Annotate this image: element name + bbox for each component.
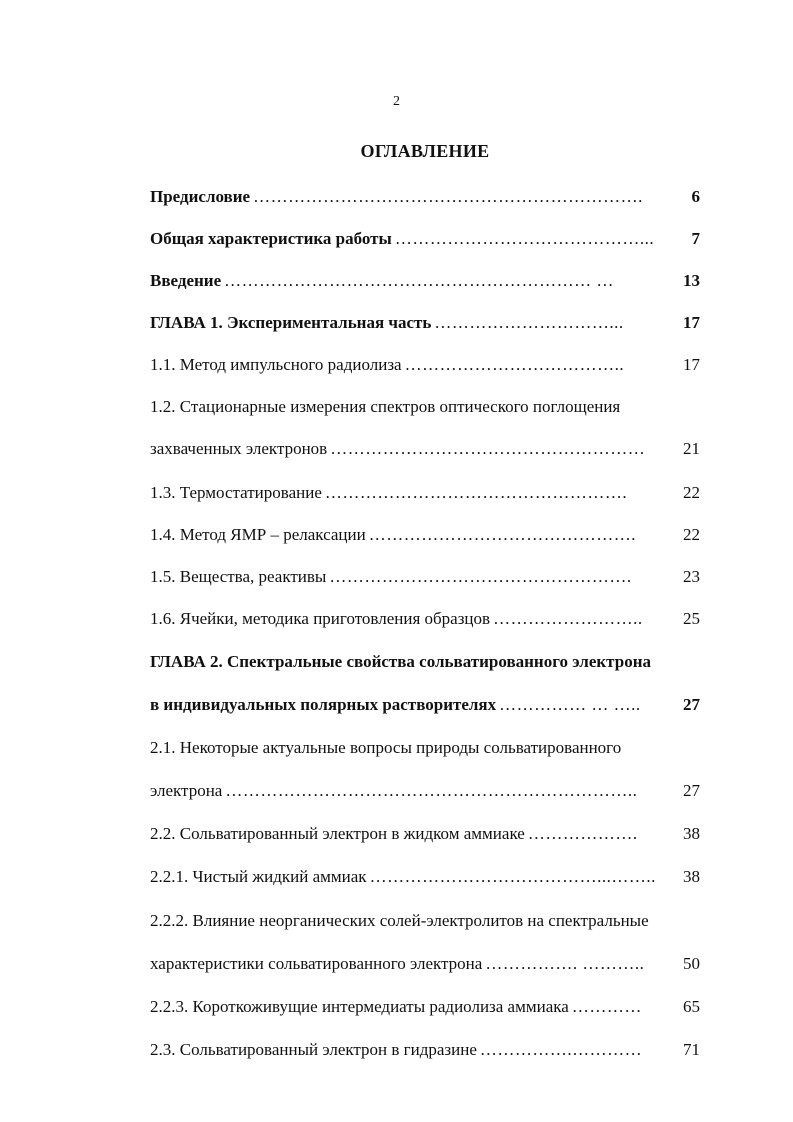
toc-entry-page: 25 [683, 609, 700, 628]
toc-entry-2-2-2-line1 [150, 910, 700, 932]
toc-entry-2-2-3 [150, 996, 700, 1018]
toc-entry-1-5 [150, 566, 700, 588]
toc-entry-page: 38 [683, 867, 700, 886]
toc-entry-page: 65 [683, 997, 700, 1016]
toc-leader-dots: …………………………... [434, 313, 624, 332]
toc-leader-dots: ……………………………………………. [324, 483, 628, 502]
toc-leader-dots: …………….………… [479, 1040, 643, 1059]
toc-leader-dots: ………………………………………. [368, 525, 636, 544]
toc-entry-page: 6 [691, 187, 700, 206]
toc-entry-chapter-1 [150, 312, 700, 334]
toc-entry-label: Общая характеристика работы [150, 229, 392, 248]
toc-entry-label: 2.2.3. Короткоживущие интермедиаты радиолиза аммиака [150, 997, 569, 1016]
toc-entry-page: 50 [683, 954, 700, 973]
toc-entry-label: ГЛАВА 1. Экспериментальная часть [150, 313, 432, 332]
toc-entry-label: 2.1. Некоторые актуальные вопросы природы сольватированного [150, 738, 622, 757]
toc-entry-label: 1.2. Стационарные измерения спектров оптического поглощения [150, 397, 621, 416]
page-number: 2 [393, 94, 400, 109]
toc-leader-dots: ………… [571, 997, 642, 1016]
toc-leader-dots: ……………………………………………………… … [224, 271, 614, 290]
toc-entry-2-2-1 [150, 866, 700, 888]
toc-entry-page: 22 [683, 525, 700, 544]
toc-entry-chapter-2-line1 [150, 651, 700, 673]
toc-entry-label: ГЛАВА 2. Спектральные свойства сольватированного электрона [150, 652, 651, 671]
toc-entry-1-1 [150, 354, 700, 376]
toc-entry-page: 38 [683, 824, 700, 843]
toc-entry-page: 21 [683, 439, 700, 458]
toc-entry-label: 2.2.2. Влияние неорганических солей-электролитов на спектральные [150, 911, 649, 930]
toc-entry-page: 17 [683, 355, 700, 374]
toc-entry-chapter-2-line2 [150, 694, 700, 716]
toc-leader-dots: …………………………………...…….. [369, 867, 656, 886]
toc-leader-dots: ……………………………….. [404, 355, 625, 374]
toc-leader-dots: ………………. [527, 824, 638, 843]
toc-entry-label: захваченных электронов [150, 439, 328, 458]
toc-entry-page: 23 [683, 567, 700, 586]
toc-entry-label: 2.2.1. Чистый жидкий аммиак [150, 867, 367, 886]
toc-entry-page: 27 [683, 695, 700, 714]
toc-leader-dots: ……………. ……….. [485, 954, 645, 973]
toc-entry-label: 1.6. Ячейки, методика приготовления образцов [150, 609, 491, 628]
toc-entry-label: электрона [150, 781, 223, 800]
toc-leader-dots: ……………………………………………. [329, 567, 632, 586]
toc-entry-2-2 [150, 823, 700, 845]
toc-leader-dots: …………………………………………………………….. [225, 781, 638, 800]
toc-entry-page: 22 [683, 483, 700, 502]
toc-entry-page: 17 [683, 313, 700, 332]
toc-entry-label: 1.1. Метод импульсного радиолиза [150, 355, 402, 374]
toc-entry-label: Предисловие [150, 187, 251, 206]
toc-entry-1-2-line2 [150, 438, 700, 460]
toc-leader-dots: …………… … ….. [499, 695, 641, 714]
toc-entry-page: 27 [683, 781, 700, 800]
toc-entry-label: 2.3. Сольватированный электрон в гидразине [150, 1040, 477, 1059]
toc-leader-dots: …………………….. [493, 609, 643, 628]
toc-leader-dots: ……………………………………... [394, 229, 655, 248]
toc-entry-1-4 [150, 524, 700, 546]
toc-entry-label: характеристики сольватированного электрона [150, 954, 483, 973]
toc-entry-2-3 [150, 1039, 700, 1061]
toc-entry-label: Введение [150, 271, 222, 290]
toc-leader-dots: ……………………………………………… [330, 439, 646, 458]
toc-entry-2-2-2-line2 [150, 953, 700, 975]
toc-entry-label: в индивидуальных полярных растворителях [150, 695, 497, 714]
toc-entry-introduction [150, 270, 700, 292]
toc-entry-label: 1.5. Вещества, реактивы [150, 567, 327, 586]
toc-entry-label: 2.2. Сольватированный электрон в жидком аммиаке [150, 824, 525, 843]
toc-leader-dots: …………………………………………………………. [253, 187, 643, 206]
toc-entry-label: 1.3. Термостатирование [150, 483, 322, 502]
toc-entry-2-1-line1 [150, 737, 700, 759]
toc-entry-preface [150, 186, 700, 208]
toc-title: ОГЛАВЛЕНИЕ [360, 141, 490, 161]
toc-entry-general [150, 228, 700, 250]
toc-entry-2-1-line2 [150, 780, 700, 802]
toc-entry-page: 71 [683, 1040, 700, 1059]
toc-entry-page: 7 [691, 229, 700, 248]
toc-entry-page: 13 [683, 271, 700, 290]
toc-entry-1-2-line1 [150, 396, 700, 418]
toc-entry-1-3 [150, 482, 700, 504]
toc-entry-label: 1.4. Метод ЯМР – релаксации [150, 525, 366, 544]
toc-entry-1-6 [150, 608, 700, 630]
